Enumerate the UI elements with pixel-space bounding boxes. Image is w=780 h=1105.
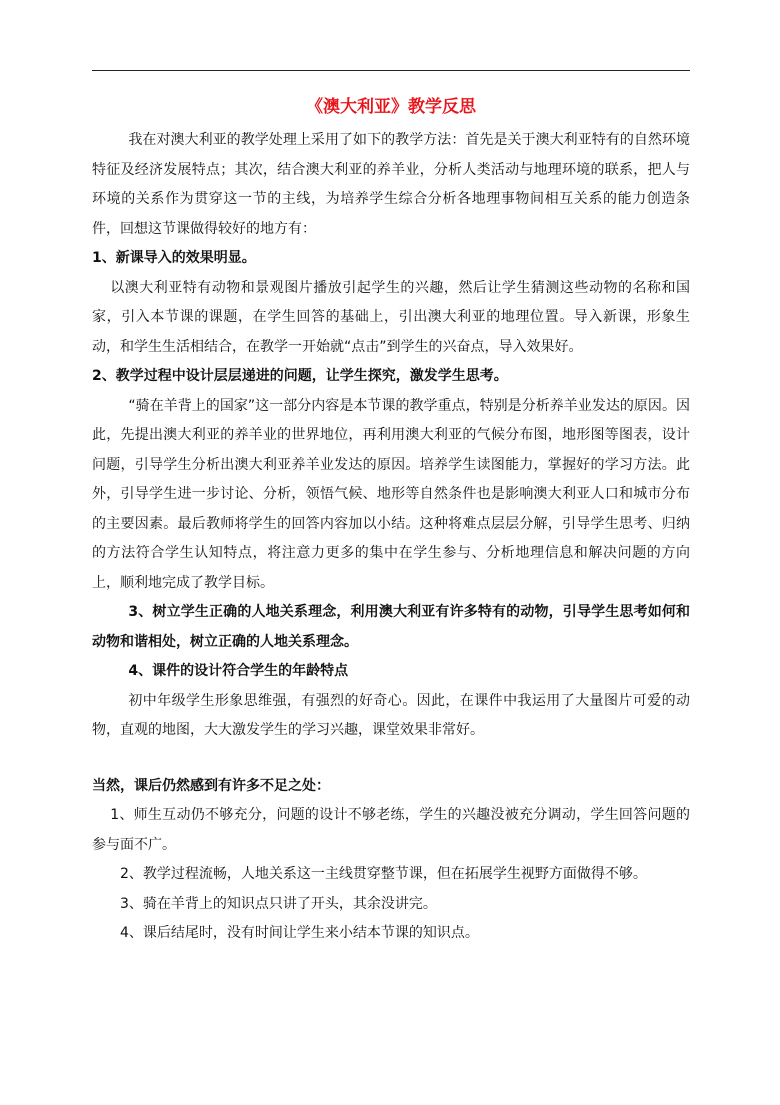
section-3-heading: 3、树立学生正确的人地关系理念，利用澳大利亚有许多特有的动物，引导学生思考如何和动物和谐相处，树立正确的人地关系理念。 [92, 604, 690, 650]
shortcoming-item-4: 4、课后结尾时，没有时间让学生来小结本节课的知识点。 [120, 925, 479, 941]
shortcoming-item-1: 1、师生互动仍不够充分，问题的设计不够老练，学生的兴趣没被充分调动，学生回答问题的参与面不广。 [92, 807, 690, 853]
section-1-body: 以澳大利亚特有动物和景观图片播放引起学生的兴趣，然后让学生猜测这些动物的名称和国家，引入本节课的课题，在学生回答的基础上，引出澳大利亚的地理位置。导入新课，形象生动，和学生生活相结合，在教学一开始就“点击”到学生的兴奋点，导入效果好。 [92, 279, 690, 355]
document-title: 《澳大利亚》教学反思 [306, 97, 476, 117]
section-4-heading: 4、课件的设计符合学生的年龄特点 [128, 663, 349, 679]
shortcoming-item-3: 3、骑在羊背上的知识点只讲了开头，其余没讲完。 [120, 895, 437, 912]
header-rule [92, 70, 690, 71]
section-4-body: 初中年级学生形象思维强，有强烈的好奇心。因此，在课件中我运用了大量图片可爱的动物，直观的地图，大大激发学生的学习兴趣，课堂效果非常好。 [92, 692, 690, 738]
shortcoming-item-2: 2、教学过程流畅，人地关系这一主线贯穿整节课，但在拓展学生视野方面做得不够。 [120, 866, 647, 882]
shortcomings-heading: 当然，课后仍然感到有许多不足之处： [92, 777, 330, 794]
document-body [92, 92, 690, 949]
intro-paragraph: 我在对澳大利亚的教学处理上采用了如下的教学方法：首先是关于澳大利亚特有的自然环境特征及经济发展特点；其次，结合澳大利亚的养羊业，分析人类活动与地理环境的联系，把人与环境的关系作为贯穿这一节的主线，为培养学生综合分析各地理事物间相互关系的能力创造条件，回想这节课做得较好的地方有： [92, 132, 690, 237]
section-1-heading: 1、新课导入的效果明显。 [92, 250, 256, 266]
spacer [92, 746, 690, 772]
section-2-body: “骑在羊背上的国家”这一部分内容是本节课的教学重点，特别是分析养羊业发达的原因。因此，先提出澳大利亚的养羊业的世界地位，再利用澳大利亚的气候分布图，地形图等图表，设计问题，引导学生分析出澳大利亚养羊业发达的原因。培养学生读图能力，掌握好的学习方法。此外，引导学生进一步讨论、分析，领悟气候、地形等自然条件也是影响澳大利亚人口和城市分布的主要因素。最后教师将学生的回答内容加以小结。这种将难点层层分解，引导学生思考、归纳的方法符合学生认知特点，将注意力更多的集中在学生参与、分析地理信息和解决问题的方向上，顺利地完成了教学目标。 [92, 397, 690, 591]
section-2-heading: 2、教学过程中设计层层递进的问题，让学生探究，激发学生思考。 [92, 368, 508, 384]
